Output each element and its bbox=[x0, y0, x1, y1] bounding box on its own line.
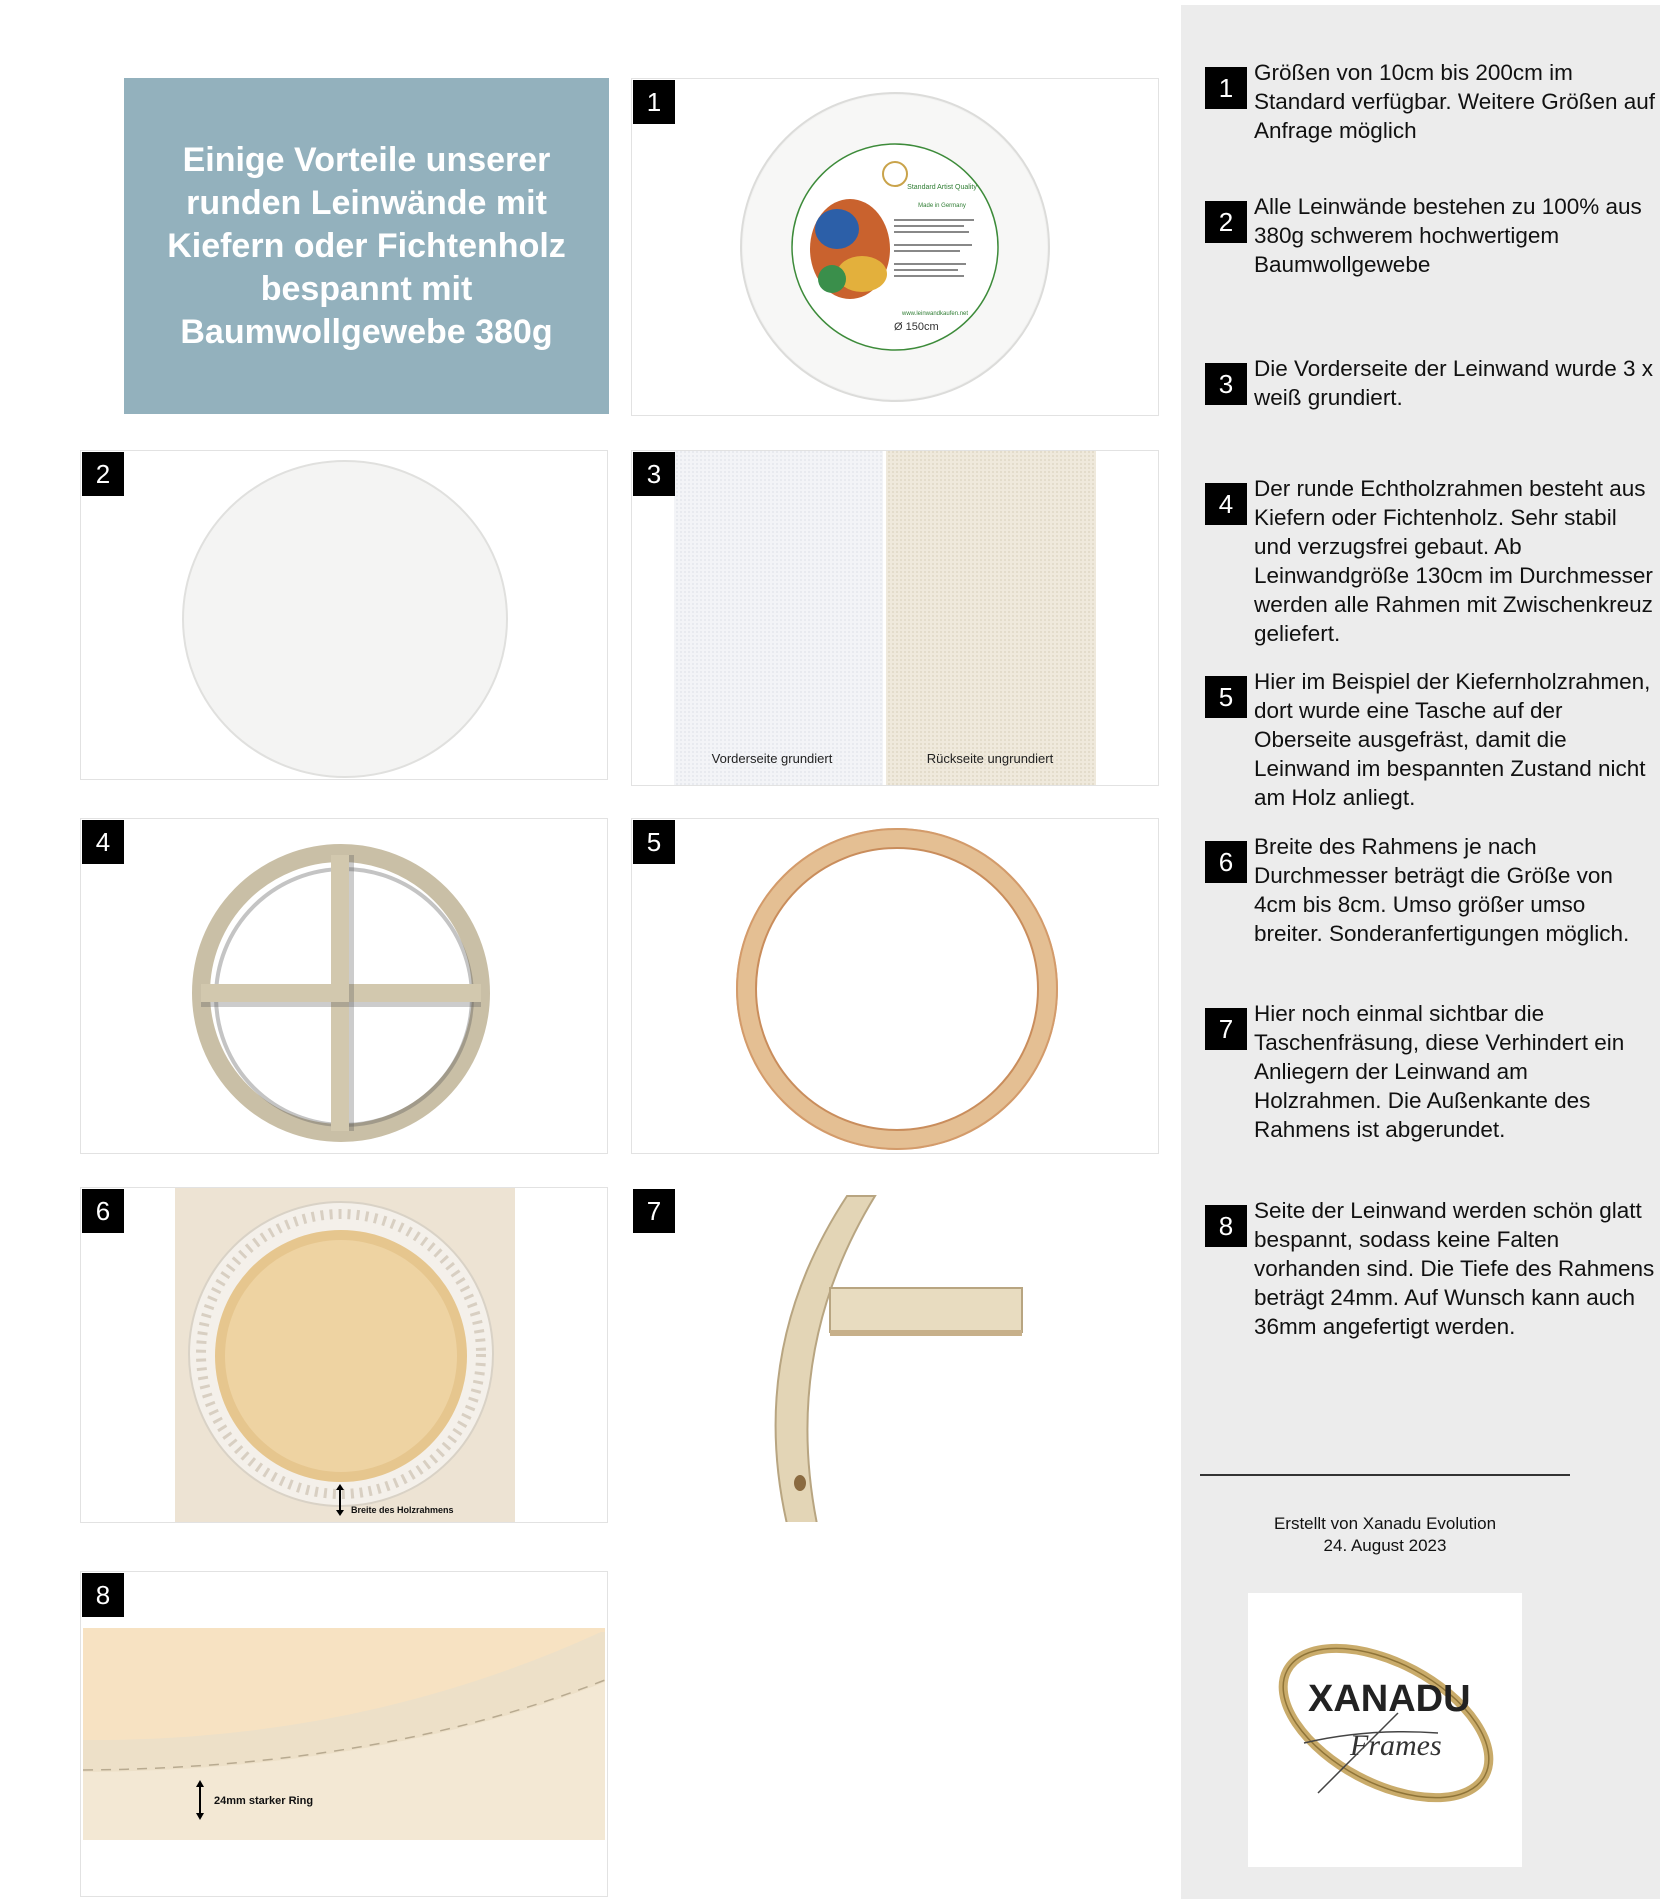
panel-number-badge: 8 bbox=[82, 1573, 124, 1617]
panel-number-badge: 5 bbox=[633, 820, 675, 864]
fabric-texture-image bbox=[632, 451, 1159, 786]
panel-number-badge: 4 bbox=[82, 820, 124, 864]
ring-depth-caption: 24mm starker Ring bbox=[214, 1795, 314, 1807]
logo-graphic bbox=[1248, 1593, 1522, 1867]
note-number-badge: 3 bbox=[1205, 363, 1247, 405]
note-number-badge: 4 bbox=[1205, 483, 1247, 525]
panel-number-badge: 6 bbox=[82, 1189, 124, 1233]
panel-number-badge: 7 bbox=[633, 1189, 675, 1233]
canvas-back-image bbox=[81, 1188, 608, 1523]
canvas-label-text: Standard Artist Quality bbox=[907, 184, 977, 191]
canvas-size-label: Ø 150cm bbox=[894, 321, 939, 333]
divider bbox=[1200, 1474, 1570, 1476]
note-text: Hier noch einmal sichtbar die Taschenfräsung, diese Verhindert ein Anliegern der Leinwand am Holzrahmen. Die Außenkante des Rahmens ist abgerundet. bbox=[1254, 1001, 1625, 1142]
panel-number-badge: 3 bbox=[633, 452, 675, 496]
ring-side-profile-image bbox=[81, 1572, 608, 1897]
note-number-badge: 1 bbox=[1205, 67, 1247, 109]
frame-pocket-detail-image bbox=[632, 1188, 1159, 1523]
photo-panel-3 bbox=[631, 450, 1159, 786]
note-number-badge: 2 bbox=[1205, 201, 1247, 243]
photo-panel-5 bbox=[631, 818, 1159, 1154]
logo-subtext: Frames bbox=[1350, 1729, 1442, 1762]
note-text: Hier im Beispiel der Kiefernholzrahmen, dort wurde eine Tasche auf der Oberseite ausgefräst, damit die Leinwand im bespannten Zustand nicht am Holz anliegt. bbox=[1254, 669, 1651, 810]
photo-panel-8 bbox=[80, 1571, 608, 1897]
hero-title-box bbox=[124, 78, 609, 414]
note-number-badge: 6 bbox=[1205, 841, 1247, 883]
round-canvas-labeled-image bbox=[632, 79, 1159, 416]
note-number-badge: 5 bbox=[1205, 676, 1247, 718]
credit-author: Erstellt von Xanadu Evolution bbox=[1273, 1514, 1497, 1533]
xanadu-frames-logo bbox=[1248, 1593, 1522, 1867]
panel-number-badge: 2 bbox=[82, 452, 124, 496]
credit-date: 24. August 2023 bbox=[1323, 1536, 1447, 1555]
credit-block bbox=[1240, 1513, 1530, 1557]
pine-ring-frame-image bbox=[632, 819, 1159, 1154]
logo-text: XANADU bbox=[1308, 1678, 1471, 1720]
photo-panel-1 bbox=[631, 78, 1159, 416]
note-text: Die Vorderseite der Leinwand wurde 3 x weiß grundiert. bbox=[1254, 356, 1653, 410]
page-title: Einige Vorteile unserer runden Leinwände mit Kiefern oder Fichtenholz bespannt mit Baumwollgewebe 380g bbox=[167, 140, 566, 351]
note-text: Größen von 10cm bis 200cm im Standard verfügbar. Weitere Größen auf Anfrage möglich bbox=[1254, 60, 1656, 143]
blank-round-canvas-image bbox=[81, 451, 608, 780]
canvas-website-text: www.leinwandkaufen.net bbox=[902, 311, 969, 317]
note-text: Breite des Rahmens je nach Durchmesser beträgt die Größe von 4cm bis 8cm. Umso größer umso breiter. Sonderanfertigungen möglich. bbox=[1254, 834, 1630, 946]
frame-with-cross-image bbox=[81, 819, 608, 1154]
note-text: Der runde Echtholzrahmen besteht aus Kiefern oder Fichtenholz. Sehr stabil und verzugsfrei gebaut. Ab Leinwandgröße 130cm im Durchmesser werden alle Rahmen mit Zwischenkreuz geliefert. bbox=[1254, 476, 1653, 646]
photo-panel-4 bbox=[80, 818, 608, 1154]
note-text: Seite der Leinwand werden schön glatt bespannt, sodass keine Falten vorhanden sind. Die Tiefe des Rahmens beträgt 24mm. Auf Wunsch kann auch 36mm angefertigt werden. bbox=[1254, 1198, 1655, 1339]
caption-back: Rückseite ungrundiert bbox=[926, 751, 1054, 766]
note-number-badge: 7 bbox=[1205, 1008, 1247, 1050]
photo-panel-7 bbox=[631, 1187, 1159, 1523]
note-text: Alle Leinwände bestehen zu 100% aus 380g schwerem hochwertigem Baumwollgewebe bbox=[1254, 194, 1642, 277]
frame-width-caption: Breite des Holzrahmens bbox=[351, 1505, 454, 1515]
photo-panel-2 bbox=[80, 450, 608, 780]
note-number-badge: 8 bbox=[1205, 1205, 1247, 1247]
photo-panel-6 bbox=[80, 1187, 608, 1523]
caption-front: Vorderseite grundiert bbox=[711, 751, 833, 766]
canvas-made-in-text: Made in Germany bbox=[918, 203, 966, 209]
panel-number-badge: 1 bbox=[633, 80, 675, 124]
